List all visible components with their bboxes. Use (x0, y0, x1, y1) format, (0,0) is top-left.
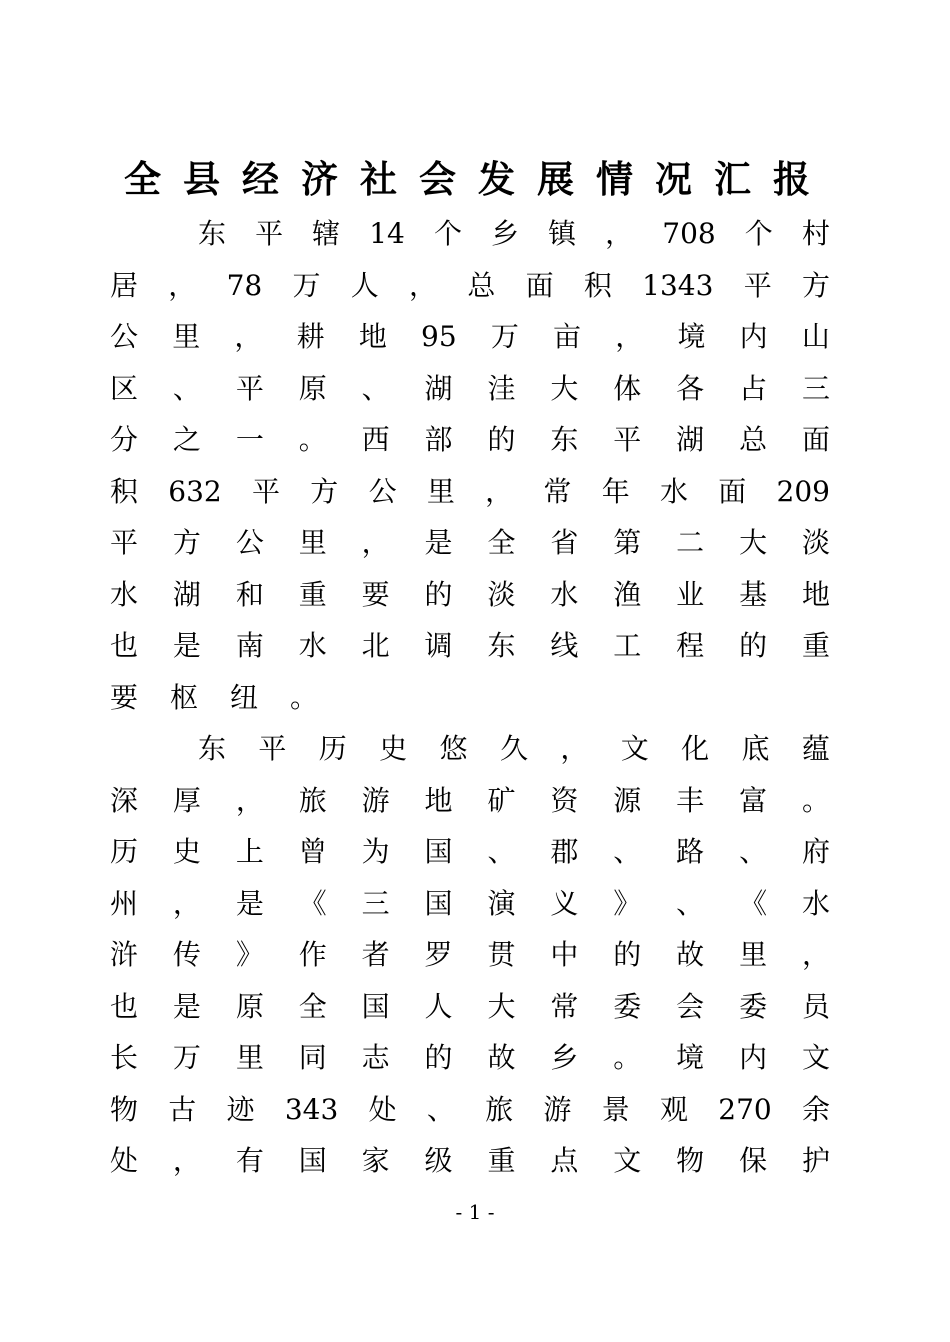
text-token: 全 (298, 989, 327, 1023)
text-token: 游 (543, 1092, 572, 1126)
text-token: 是 (424, 526, 453, 559)
text-token: 罗 (424, 938, 453, 971)
text-token: 省 (550, 526, 579, 559)
title-char: 县 (183, 158, 220, 201)
text-token: 也 (110, 629, 139, 662)
text-token: 历 (318, 732, 347, 765)
text-token: ， (235, 783, 264, 817)
text-token: 东 (487, 629, 516, 662)
text-token: ， (172, 1144, 201, 1177)
text-token: 面 (525, 268, 554, 302)
text-token: 708 (662, 217, 716, 250)
text-token: 公 (110, 320, 139, 353)
text-line (110, 1032, 830, 1084)
text-token: 、 (487, 835, 516, 868)
text-token: 矿 (487, 783, 516, 817)
text-token: 东 (198, 217, 227, 250)
text-token: 村 (801, 217, 830, 250)
text-token: 重 (298, 577, 327, 611)
text-line (110, 878, 830, 930)
text-line (110, 517, 830, 569)
text-token: 者 (361, 938, 390, 971)
text-token: 处 (368, 1092, 397, 1126)
document-title (110, 152, 840, 208)
text-token: 贯 (487, 938, 516, 971)
text-token: 同 (298, 1041, 327, 1074)
text-token: 业 (676, 577, 705, 611)
text-token: 、 (676, 886, 705, 920)
text-token: 枢 (170, 680, 199, 714)
text-token: 的 (424, 577, 453, 611)
text-token: 方 (801, 268, 830, 302)
text-token: 调 (424, 629, 453, 662)
text-token: 底 (741, 732, 770, 765)
text-token: 有 (235, 1144, 264, 1177)
text-token: 级 (424, 1144, 453, 1177)
text-token: 故 (487, 1041, 516, 1074)
text-token: 。 (298, 423, 327, 456)
text-token: 南 (235, 629, 264, 662)
text-token: 部 (424, 423, 453, 456)
text-token: 厚 (172, 783, 201, 817)
title-char: 经 (242, 158, 279, 201)
text-token: 270 (718, 1092, 772, 1126)
text-token: 的 (424, 1041, 453, 1074)
text-token: ， (168, 268, 197, 302)
text-token: 78 (226, 268, 263, 302)
text-token: ， (234, 320, 263, 353)
text-token: 物 (676, 1144, 705, 1177)
text-token: 辖 (312, 217, 341, 250)
text-line (110, 414, 830, 466)
text-token: 水 (298, 629, 327, 662)
text-token: 常 (550, 989, 579, 1023)
text-token: 曾 (298, 835, 327, 868)
text-token: 常 (543, 474, 572, 508)
title-char: 发 (478, 158, 515, 201)
text-line (110, 775, 830, 827)
text-token: 游 (361, 783, 390, 817)
title-char: 济 (301, 158, 338, 201)
text-token: 14 (369, 217, 405, 250)
text-token: 淡 (801, 526, 830, 559)
text-token: 化 (681, 732, 710, 765)
text-token: 。 (290, 680, 319, 714)
text-token: 古 (168, 1092, 197, 1126)
text-line (110, 620, 830, 672)
text-token: 里 (172, 320, 201, 353)
text-token: 委 (739, 989, 768, 1023)
text-token: 三 (361, 886, 390, 920)
text-token: 丰 (676, 783, 705, 817)
text-token: 居 (110, 268, 139, 302)
text-token: 大 (487, 989, 516, 1023)
text-token: 里 (739, 938, 768, 971)
text-token: 文 (620, 732, 649, 765)
text-token: 州 (110, 886, 139, 920)
text-token: 平 (110, 526, 139, 559)
text-token: 员 (801, 989, 830, 1023)
text-token: 大 (550, 371, 579, 405)
text-token: 耕 (296, 320, 325, 353)
text-token: 迹 (226, 1092, 255, 1126)
text-token: ， (409, 268, 438, 302)
text-token: 是 (172, 629, 201, 662)
text-token: 作 (298, 938, 327, 971)
text-token: 浒 (110, 938, 139, 971)
text-token: 平 (252, 474, 281, 508)
text-token: 原 (235, 989, 264, 1023)
text-token: 的 (487, 423, 516, 456)
text-line (110, 1084, 830, 1136)
title-char: 报 (773, 158, 810, 201)
text-token: 一 (235, 423, 264, 456)
text-token: 、 (739, 835, 768, 868)
text-token: 传 (172, 938, 201, 971)
text-token: 演 (487, 886, 516, 920)
text-token: 点 (550, 1144, 579, 1177)
text-token: ， (615, 320, 644, 353)
text-line (110, 826, 830, 878)
text-token: 体 (613, 371, 642, 405)
text-token: 郡 (550, 835, 579, 868)
text-token: 乡 (491, 217, 520, 250)
text-token: 水 (550, 577, 579, 611)
text-token: 史 (172, 835, 201, 868)
text-token: 平 (743, 268, 772, 302)
text-token: 文 (613, 1144, 642, 1177)
text-token: 分 (110, 423, 139, 456)
text-token: 渔 (613, 577, 642, 611)
text-token: 旅 (298, 783, 327, 817)
text-token: 工 (613, 629, 642, 662)
text-token: 旅 (485, 1092, 514, 1126)
text-token: 线 (550, 629, 579, 662)
text-token: 方 (310, 474, 339, 508)
text-token: 景 (601, 1092, 630, 1126)
text-line (110, 363, 830, 415)
text-token: 内 (739, 320, 768, 353)
text-token: 国 (361, 989, 390, 1023)
title-char: 社 (360, 158, 397, 201)
text-line (110, 723, 830, 775)
text-token: 源 (613, 783, 642, 817)
text-token: 平 (613, 423, 642, 456)
text-token: 343 (284, 1092, 339, 1126)
text-token: 人 (350, 268, 379, 302)
text-token: 山 (801, 320, 830, 353)
text-token: 内 (739, 1041, 768, 1074)
text-token: 长 (110, 1041, 139, 1074)
text-token: 物 (110, 1092, 139, 1126)
text-token: 观 (659, 1092, 688, 1126)
text-token: 上 (235, 835, 264, 868)
text-token: 湖 (172, 577, 201, 611)
text-token: 富 (739, 783, 768, 817)
text-token: 里 (298, 526, 327, 559)
text-token: 第 (613, 526, 642, 559)
text-token: 东 (198, 732, 227, 765)
text-token: 是 (172, 989, 201, 1023)
text-token: 深 (110, 783, 139, 817)
text-token: 重 (487, 1144, 516, 1177)
text-token: 东 (550, 423, 579, 456)
text-token: 悠 (439, 732, 468, 765)
text-token: 文 (801, 1041, 830, 1074)
text-token: 乡 (550, 1041, 579, 1074)
text-token: 也 (110, 989, 139, 1023)
text-token: 境 (677, 320, 706, 353)
text-token: 面 (801, 423, 830, 456)
text-token: 《 (298, 886, 327, 920)
text-token: 委 (613, 989, 642, 1023)
text-token: ， (605, 217, 634, 250)
text-token: 》 (235, 938, 264, 971)
text-token: 西 (361, 423, 390, 456)
text-token: 占 (739, 371, 768, 405)
text-token: ， (801, 938, 830, 971)
text-token: 里 (235, 1041, 264, 1074)
text-token: ， (361, 526, 390, 559)
text-token: 国 (424, 835, 453, 868)
text-token: 二 (676, 526, 705, 559)
text-token: 路 (676, 835, 705, 868)
title-char: 全 (124, 158, 161, 201)
text-token: 万 (490, 320, 519, 353)
text-token: 余 (801, 1092, 830, 1126)
text-token: 亩 (553, 320, 582, 353)
text-token: 的 (613, 938, 642, 971)
text-token: 、 (172, 371, 201, 405)
text-token: 会 (676, 989, 705, 1023)
text-token: 水 (659, 474, 688, 508)
text-token: 万 (172, 1041, 201, 1074)
text-line (110, 569, 830, 621)
text-token: 里 (426, 474, 455, 508)
text-token: 保 (739, 1144, 768, 1177)
text-token: 和 (235, 577, 264, 611)
text-token: 处 (110, 1144, 139, 1177)
text-token: 平 (235, 371, 264, 405)
text-token: 、 (361, 371, 390, 405)
text-token: 历 (110, 835, 139, 868)
text-token: 境 (676, 1041, 705, 1074)
text-token: 北 (361, 629, 390, 662)
text-token: 公 (368, 474, 397, 508)
text-token: 、 (426, 1092, 455, 1126)
text-token: 全 (487, 526, 516, 559)
text-token: 大 (739, 526, 768, 559)
text-token: 积 (583, 268, 612, 302)
text-token: 三 (801, 371, 830, 405)
text-token: 程 (676, 629, 705, 662)
text-line (110, 981, 830, 1033)
text-token: 基 (739, 577, 768, 611)
text-token: 》 (613, 886, 642, 920)
text-token: 公 (235, 526, 264, 559)
text-token: 。 (613, 1041, 642, 1074)
text-token: 中 (550, 938, 579, 971)
text-line (110, 311, 830, 363)
title-char: 情 (596, 158, 633, 201)
text-token: 之 (172, 423, 201, 456)
text-token: 护 (801, 1144, 830, 1177)
text-token: 水 (110, 577, 139, 611)
text-token: 为 (361, 835, 390, 868)
text-token: 、 (613, 835, 642, 868)
text-token: 镇 (548, 217, 577, 250)
text-token: 632 (168, 474, 222, 508)
text-token: 资 (550, 783, 579, 817)
page-number: - 1 - (455, 1200, 495, 1224)
text-token: 的 (739, 629, 768, 662)
text-token: 重 (801, 629, 830, 662)
text-token: 家 (361, 1144, 390, 1177)
text-token: 水 (801, 886, 830, 920)
title-char: 汇 (714, 158, 751, 201)
text-token: 平 (255, 217, 284, 250)
text-token: 史 (379, 732, 408, 765)
text-token: 。 (801, 783, 830, 817)
text-token: 95 (421, 320, 457, 353)
document-body (110, 208, 830, 1187)
text-token: 久 (499, 732, 528, 765)
text-token: 平 (258, 732, 287, 765)
text-token: 洼 (487, 371, 516, 405)
text-token: 年 (601, 474, 630, 508)
text-token: 原 (298, 371, 327, 405)
text-token: 个 (744, 217, 773, 250)
text-line (110, 466, 830, 518)
text-token: 国 (298, 1144, 327, 1177)
text-line (110, 260, 830, 312)
text-token: 府 (801, 835, 830, 868)
text-token: ， (172, 886, 201, 920)
title-char: 况 (655, 158, 692, 201)
text-token: 湖 (676, 423, 705, 456)
text-token: 地 (358, 320, 387, 353)
text-line (110, 929, 830, 981)
text-token: 万 (292, 268, 321, 302)
text-token: 是 (235, 886, 264, 920)
text-token: ， (560, 732, 589, 765)
text-line (110, 208, 830, 260)
text-line (110, 672, 830, 724)
text-token: 总 (467, 268, 496, 302)
text-token: 地 (424, 783, 453, 817)
text-token: 蕴 (801, 732, 830, 765)
title-char: 会 (419, 158, 456, 201)
text-token: 志 (361, 1041, 390, 1074)
text-token: 209 (776, 474, 830, 508)
text-token: 《 (739, 886, 768, 920)
text-token: 方 (172, 526, 201, 559)
text-token: 积 (110, 474, 139, 508)
text-token: 国 (424, 886, 453, 920)
text-token: 义 (550, 886, 579, 920)
text-token: 面 (718, 474, 747, 508)
text-token: 淡 (487, 577, 516, 611)
text-token: 要 (110, 680, 139, 714)
text-token: 总 (739, 423, 768, 456)
text-token: 1343 (642, 268, 714, 302)
text-token: 故 (676, 938, 705, 971)
text-token: 各 (676, 371, 705, 405)
text-token: 湖 (424, 371, 453, 405)
text-token: 要 (361, 577, 390, 611)
text-token: 区 (110, 371, 139, 405)
text-token: 人 (424, 989, 453, 1023)
text-token: 纽 (230, 680, 259, 714)
text-token: ， (485, 474, 514, 508)
text-line (110, 1135, 830, 1187)
text-token: 个 (433, 217, 462, 250)
text-token: 地 (801, 577, 830, 611)
title-char: 展 (537, 158, 574, 201)
